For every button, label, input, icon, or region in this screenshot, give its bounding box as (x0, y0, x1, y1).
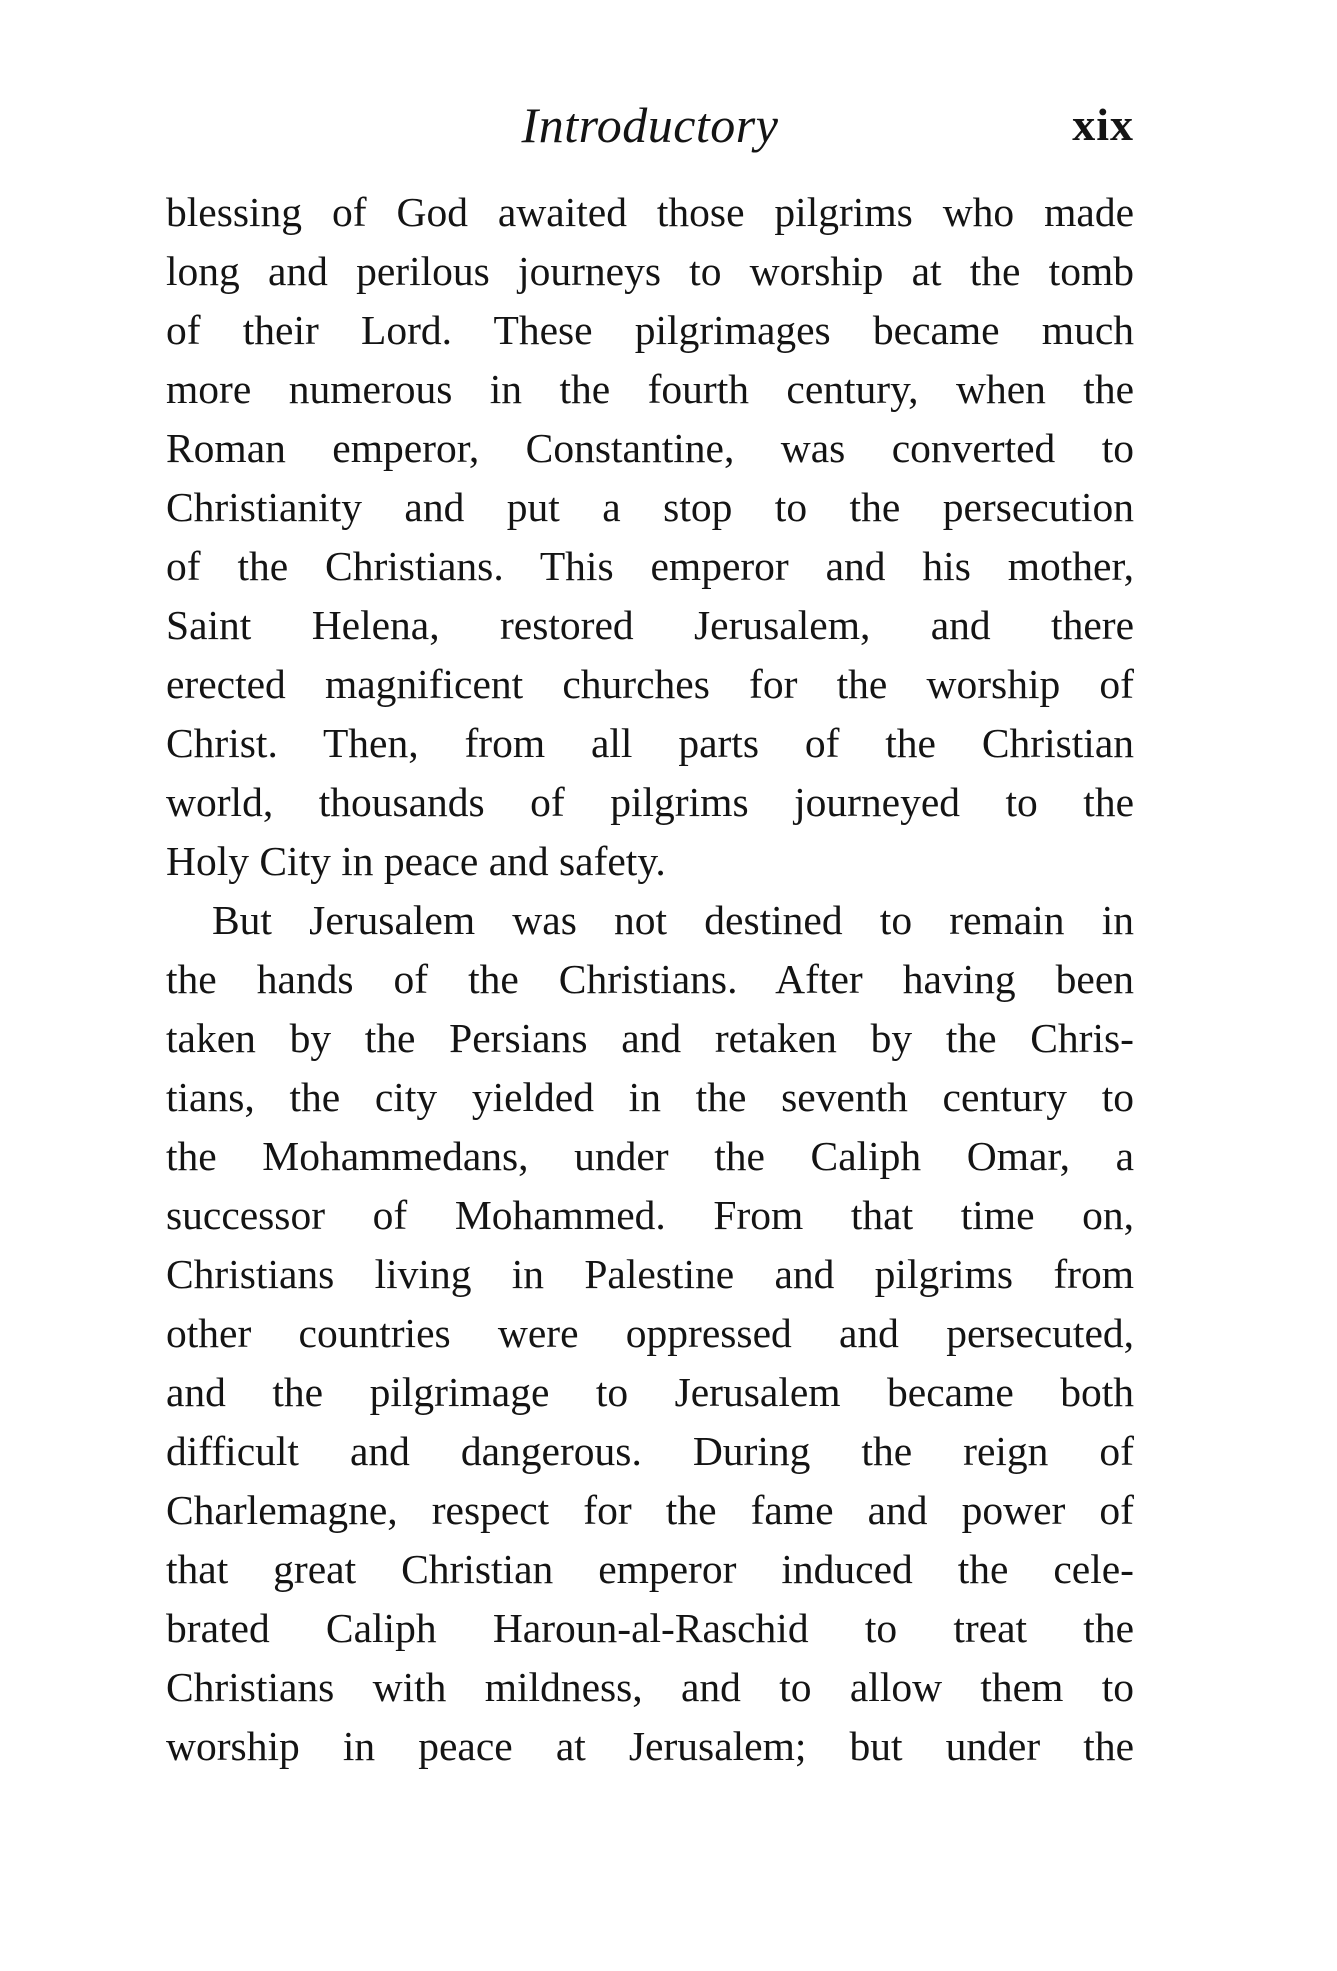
text-line: tians, the city yielded in the seventh century to (166, 1074, 1134, 1120)
page-title: Introductory (521, 97, 779, 153)
text-line: world, thousands of pilgrims journeyed to the (166, 779, 1134, 825)
text-line: worship in peace at Jerusalem; but under the (166, 1723, 1134, 1769)
text-line: Saint Helena, restored Jerusalem, and there (166, 602, 1134, 648)
text-line: the Mohammedans, under the Caliph Omar, a (166, 1133, 1134, 1179)
text-line: brated Caliph Haroun-al-Raschid to treat the (166, 1605, 1134, 1651)
text-line: Charlemagne, respect for the fame and power of (166, 1487, 1134, 1533)
text-line: Christ. Then, from all parts of the Christian (166, 720, 1134, 766)
text-line: Christianity and put a stop to the persecution (166, 484, 1134, 530)
text-line: long and perilous journeys to worship at the tomb (166, 248, 1134, 294)
text-line: But Jerusalem was not destined to remain in (212, 897, 1134, 943)
text-line: Holy City in peace and safety. (166, 838, 666, 884)
text-line: difficult and dangerous. During the reign of (166, 1428, 1134, 1474)
text-line: taken by the Persians and retaken by the Chris- (166, 1015, 1134, 1061)
running-head (166, 90, 1134, 160)
text-line: more numerous in the fourth century, when the (166, 366, 1134, 412)
text-line: successor of Mohammed. From that time on, (166, 1192, 1134, 1238)
text-line: Christians living in Palestine and pilgrims from (166, 1251, 1134, 1297)
page-number: xix (1072, 99, 1134, 150)
text-line: of the Christians. This emperor and his mother, (166, 543, 1134, 589)
text-line: erected magnificent churches for the worship of (166, 661, 1134, 707)
body-text (166, 183, 1134, 1776)
text-line: Christians with mildness, and to allow them to (166, 1664, 1134, 1710)
text-line: other countries were oppressed and persecuted, (166, 1310, 1134, 1356)
text-line: blessing of God awaited those pilgrims who made (166, 189, 1134, 235)
text-line: the hands of the Christians. After having been (166, 956, 1134, 1002)
text-line: Roman emperor, Constantine, was converted to (166, 425, 1134, 471)
text-line: and the pilgrimage to Jerusalem became both (166, 1369, 1134, 1415)
text-line: that great Christian emperor induced the cele- (166, 1546, 1134, 1592)
text-line: of their Lord. These pilgrimages became much (166, 307, 1134, 353)
